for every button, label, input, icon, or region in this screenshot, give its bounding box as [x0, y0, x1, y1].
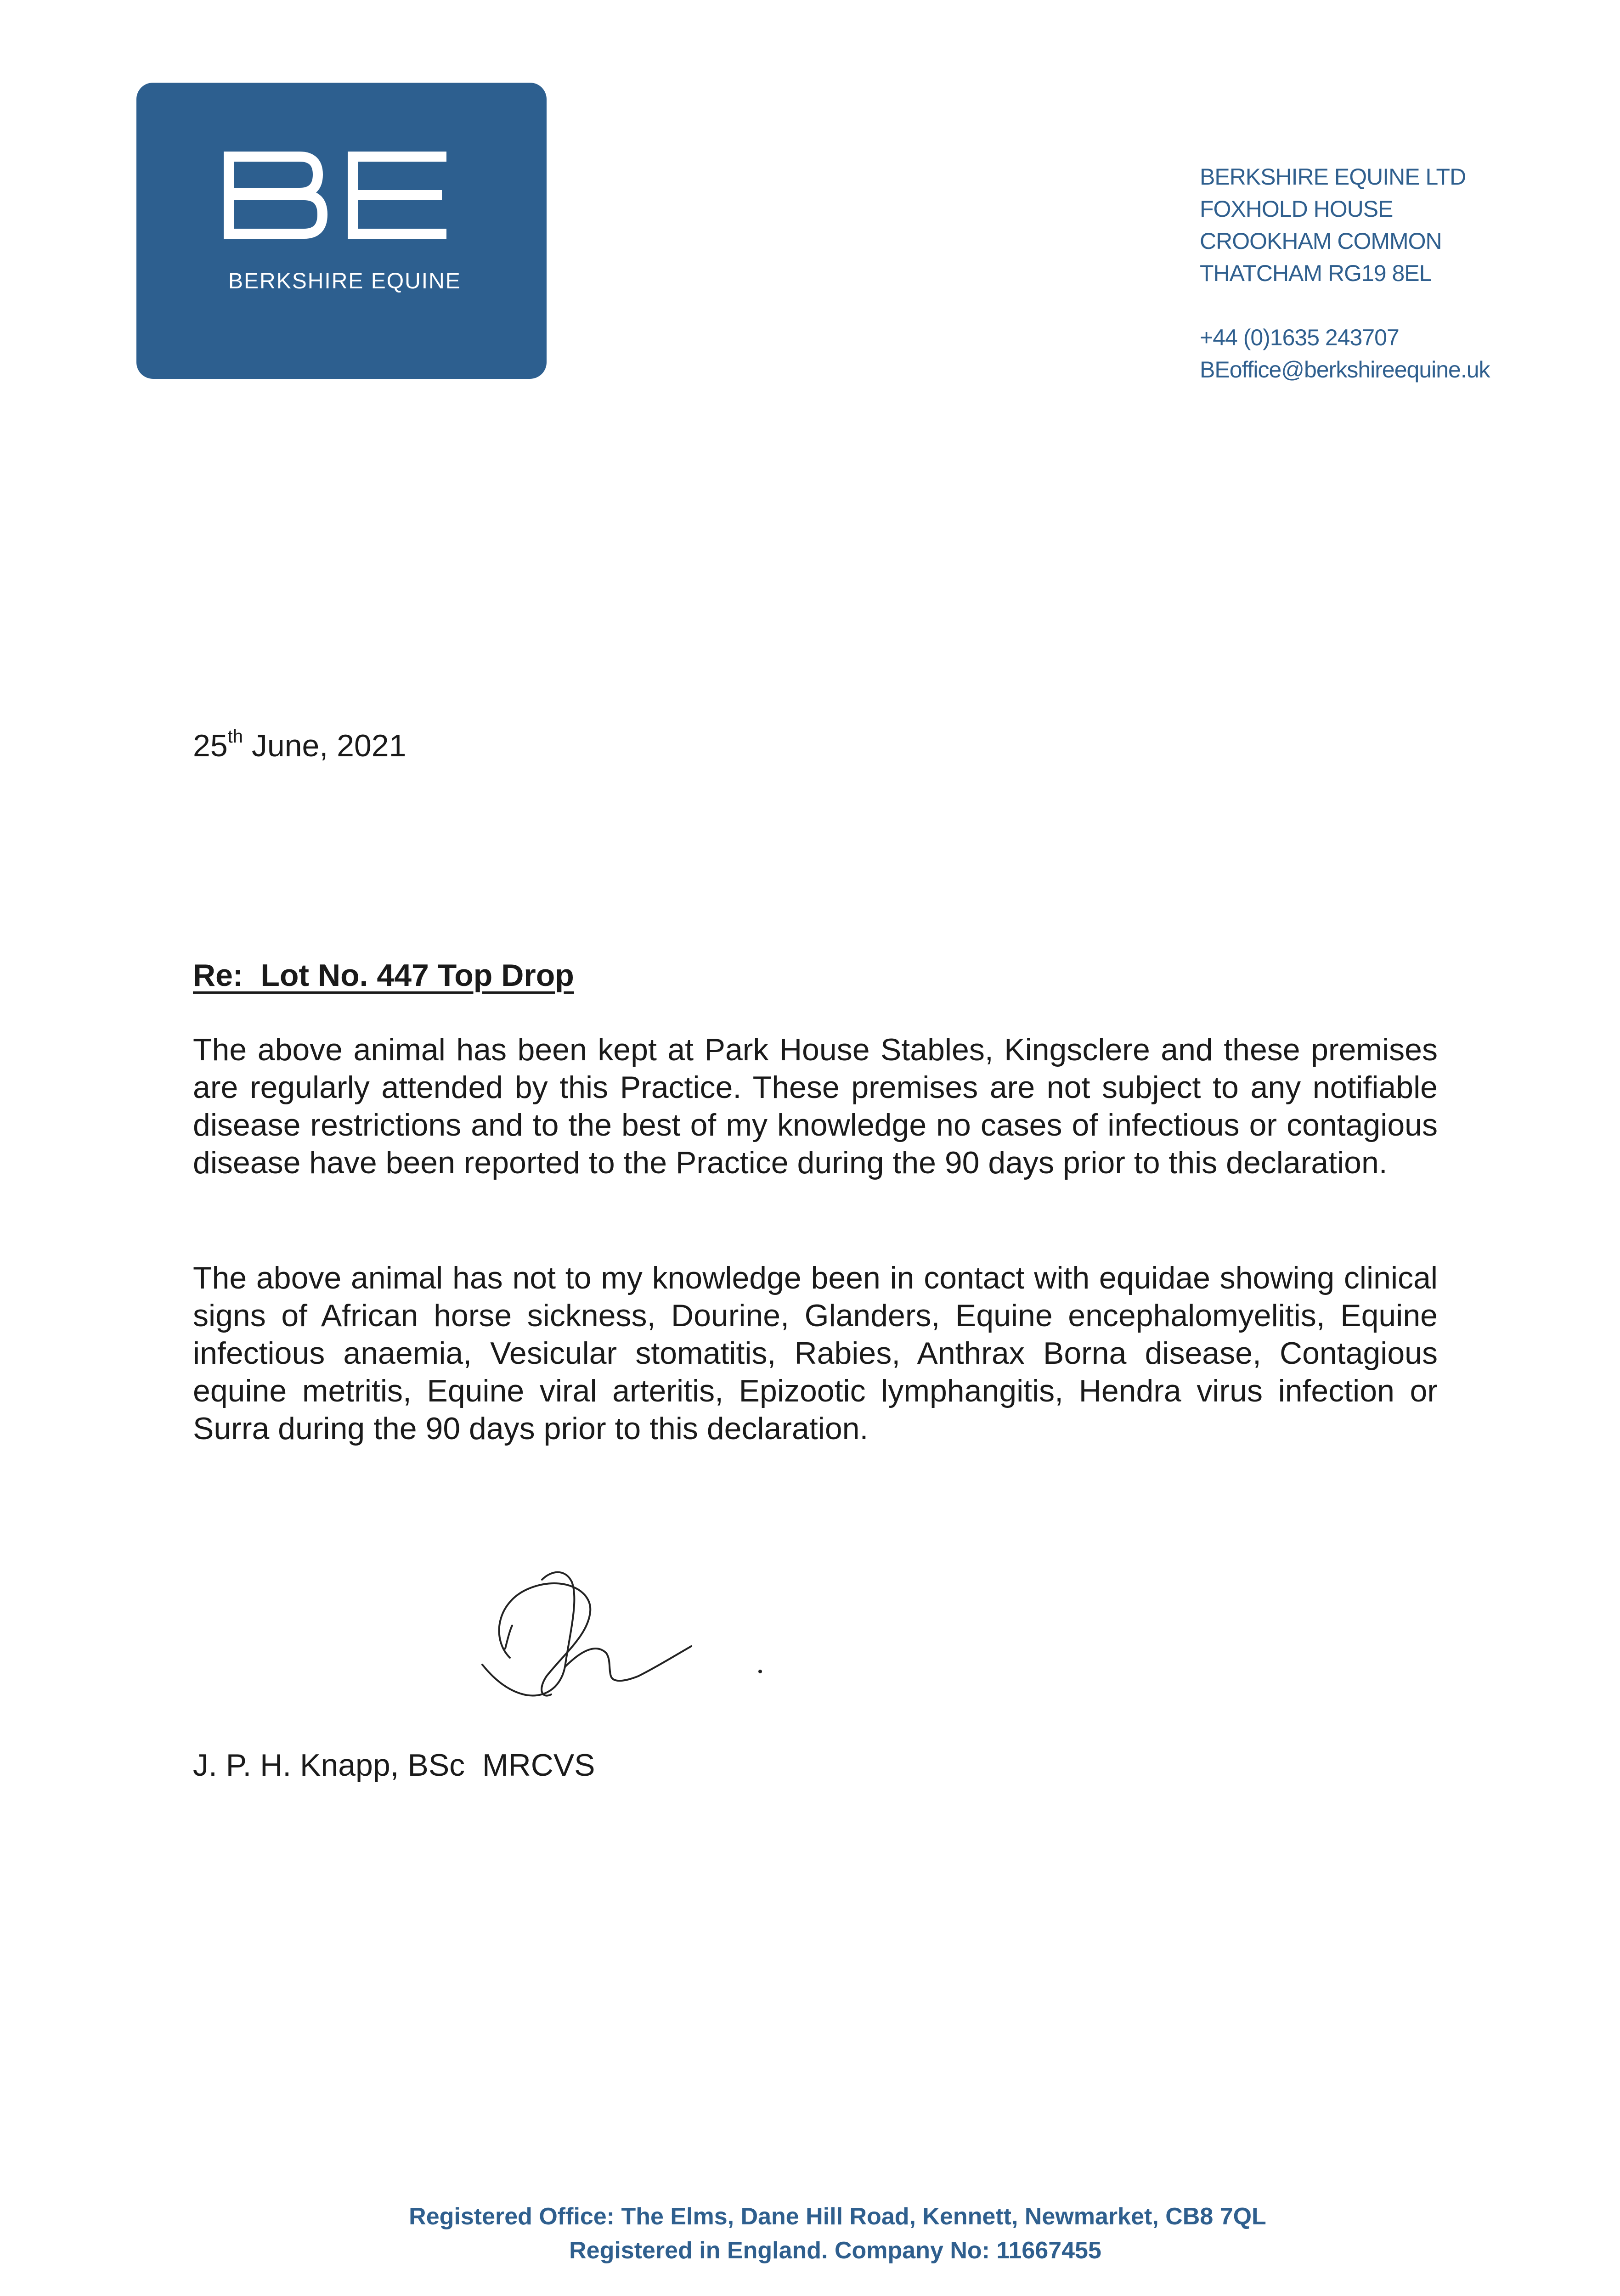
letter-date — [193, 728, 406, 764]
footer — [0, 2200, 1620, 2268]
email-address: BEoffice@berkshireequine.uk — [1200, 357, 1490, 383]
address-line: BERKSHIRE EQUINE LTD — [1200, 164, 1466, 190]
footer-registered-office: Registered Office: The Elms, Dane Hill Road, Kennett, Newmarket, CB8 7QL — [409, 2203, 1266, 2230]
letterhead-address — [1200, 161, 1490, 386]
footer-company-number: Registered in England. Company No: 11667455 — [569, 2237, 1101, 2264]
company-logo — [136, 83, 547, 379]
date-suffix: th — [227, 726, 243, 747]
logo-monogram — [224, 152, 453, 239]
body-paragraph-2: The above animal has not to my knowledge been in contact with equidae showing clinical signs of African horse sickness, Dourine, Glanders, Equine encephalomyelitis, Equine infectious anaemia, Vesicular stomatitis, Rabies, Anthrax Borna disease, Contagious equine metritis, Equine viral arteritis, Epizootic lymphangitis, Hendra virus infection or Surra during the 90 days prior to this declaration. — [193, 1261, 1438, 1446]
address-line: THATCHAM RG19 8EL — [1200, 260, 1432, 286]
date-rest: June, 2021 — [243, 728, 406, 763]
body-paragraph-1: The above animal has been kept at Park House Stables, Kingsclere and these premises are regularly attended by this Practice. These premises are not subject to any notifiable disease restrictions and to the best of my knowledge no cases of infectious or contagious disease have been reported to the Practice during the 90 days prior to this declaration. — [193, 1032, 1438, 1180]
signatory-name: J. P. H. Knapp, BSc MRCVS — [193, 1748, 595, 1783]
address-spacer — [1200, 289, 1490, 321]
logo-caption: BERKSHIRE EQUINE — [228, 269, 461, 293]
phone-number: +44 (0)1635 243707 — [1200, 325, 1399, 350]
handwritten-signature — [473, 1561, 776, 1713]
address-line: FOXHOLD HOUSE — [1200, 196, 1393, 222]
letter-subject: Re: Lot No. 447 Top Drop — [193, 958, 574, 993]
date-day: 25 — [193, 728, 228, 763]
address-line: CROOKHAM COMMON — [1200, 228, 1442, 254]
